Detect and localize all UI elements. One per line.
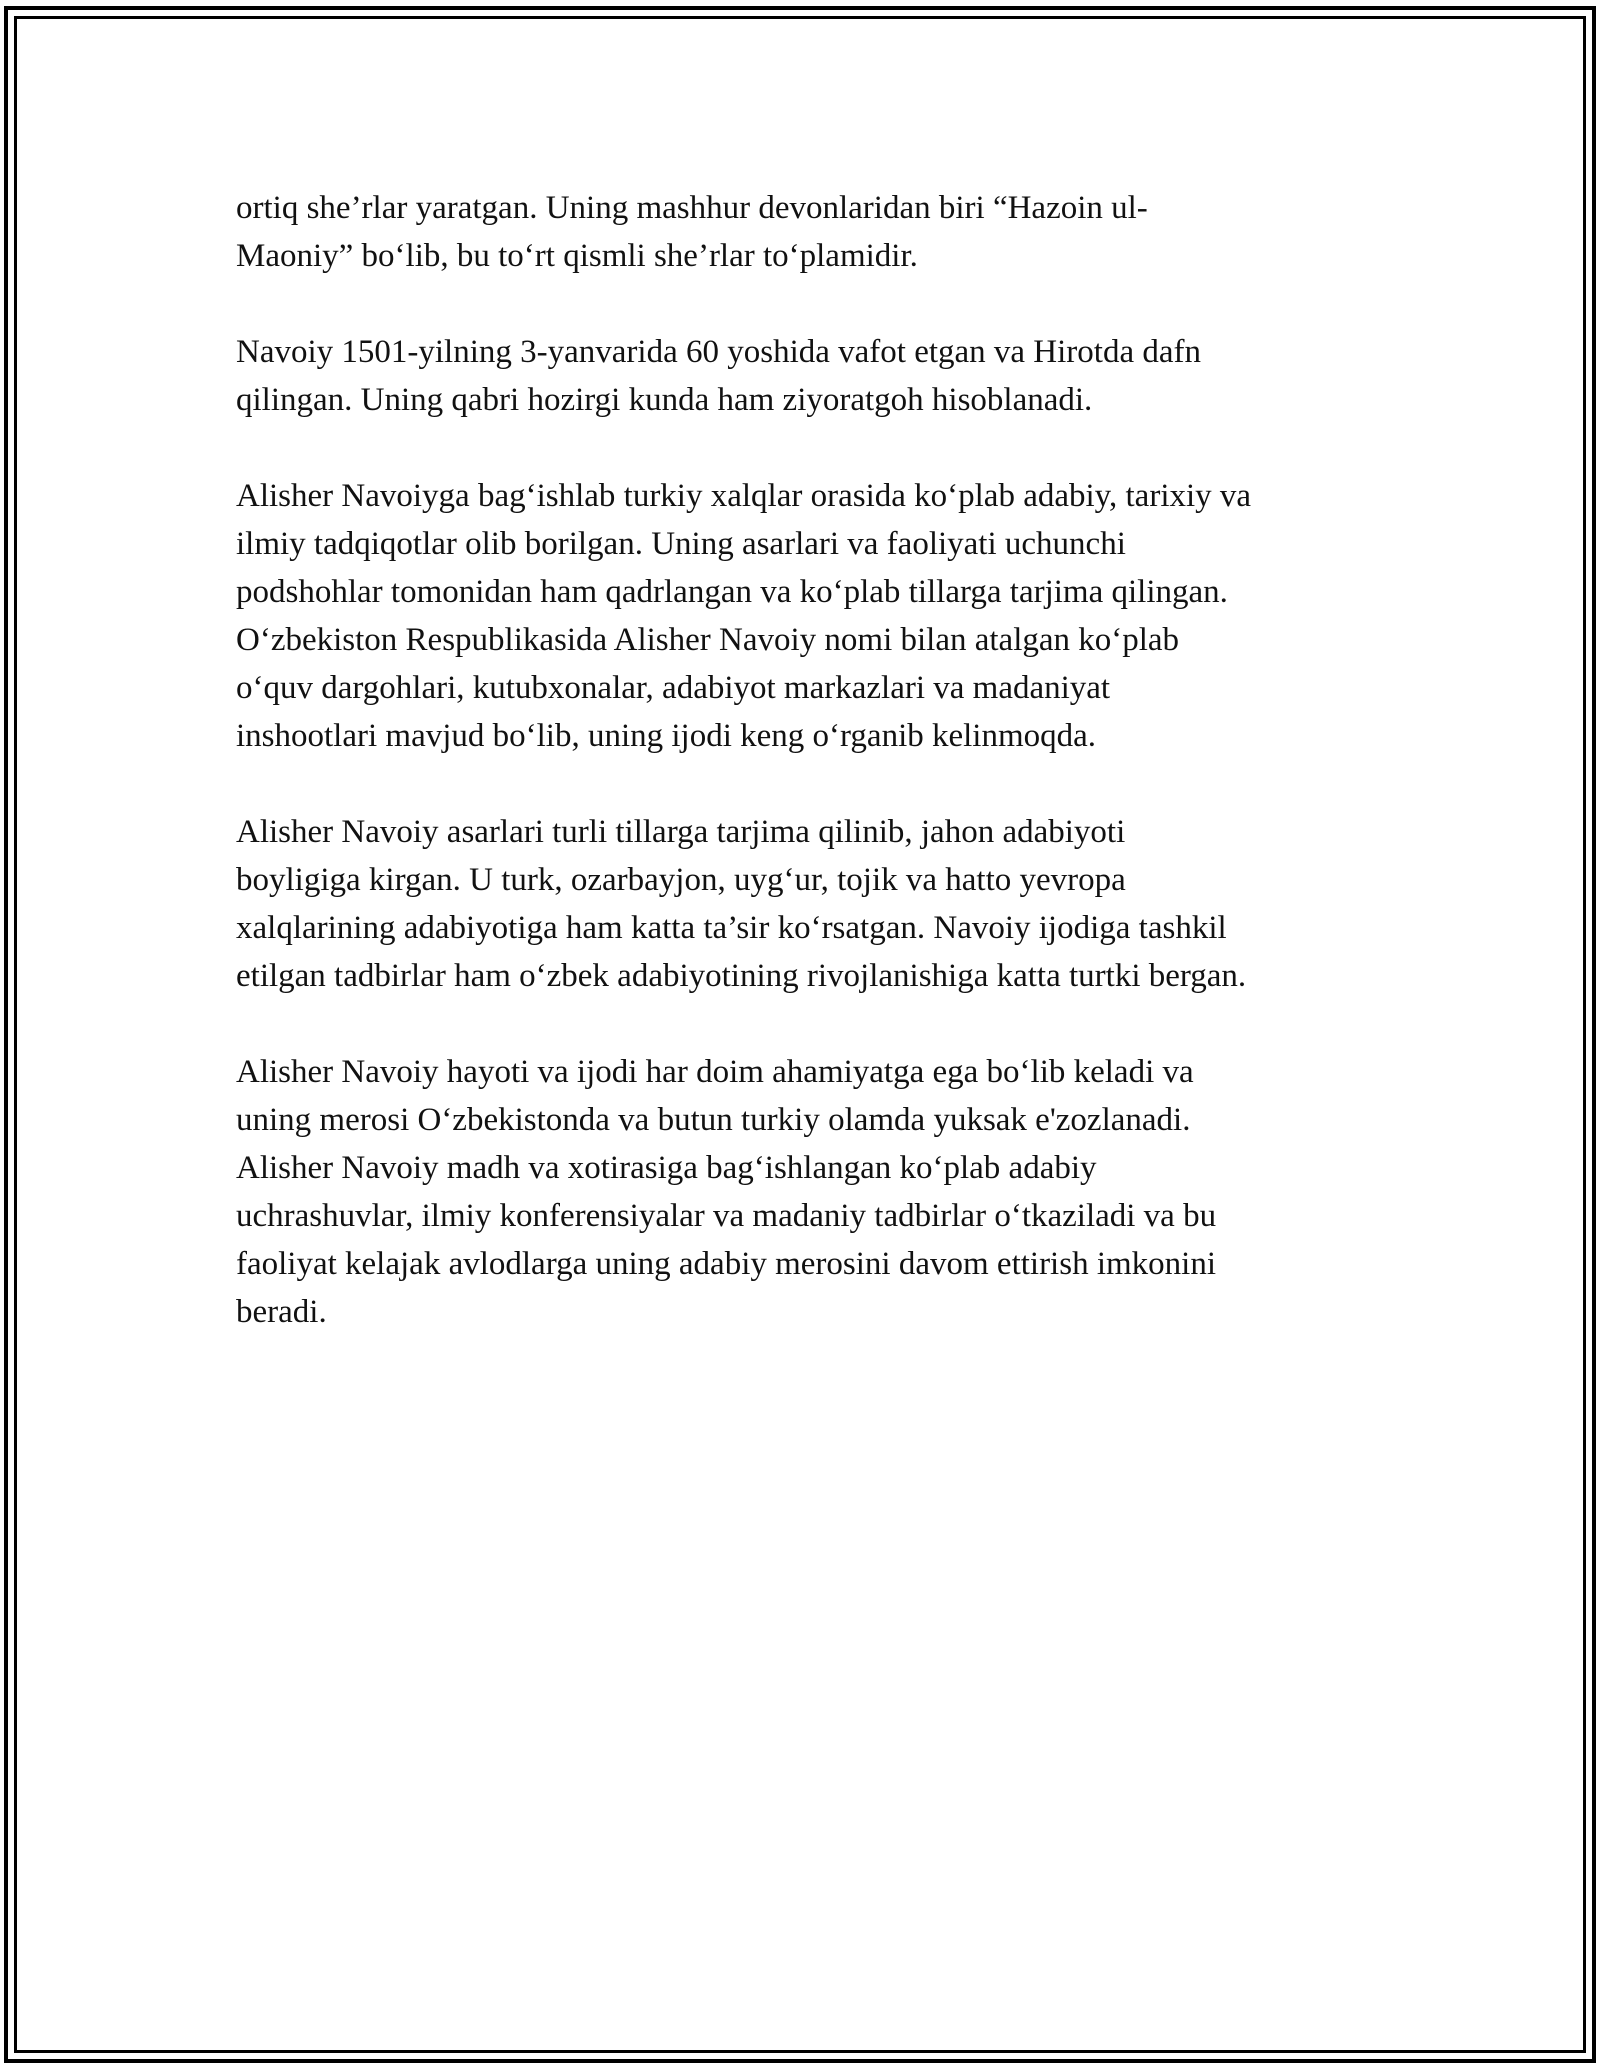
paragraph-death: Navoiy 1501-yilning 3-yanvarida 60 yoshida vafot etgan va Hirotda dafn qilingan. Uning qabri hozirgi kunda ham ziyoratgoh hisoblanadi. (236, 334, 1201, 418)
paragraph-translations-influence: Alisher Navoiy asarlari turli tillarga tarjima qilinib, jahon adabiyoti boyligiga kirgan. U turk, ozarbayjon, uyg‘ur, tojik va hatto yevropa xalqlarining adabiyotiga ham katta ta’sir ko‘rsatgan. Navoiy ijodiga tashkil etilgan tadbirlar ham o‘zbek adabiyotining rivojlanishiga katta turtki bergan. (236, 814, 1247, 994)
paragraph-heritage: Alisher Navoiy hayoti va ijodi har doim ahamiyatga ega bo‘lib keladi va uning merosi O‘zbekistonda va butun turkiy olamda yuksak e'zozlanadi. Alisher Navoiy madh va xotirasiga bag‘ishlangan ko‘plab adabiy uchrashuvlar, ilmiy konferensiyalar va madaniy tadbirlar o‘tkaziladi va bu faoliyat kelajak avlodlarga uning adabiy merosini davom ettirish imkonini beradi. (236, 1054, 1217, 1330)
document-body (236, 184, 1386, 1384)
paragraph-research-legacy: Alisher Navoiyga bag‘ishlab turkiy xalqlar orasida ko‘plab adabiy, tarixiy va ilmiy tadqiqotlar olib borilgan. Uning asarlari va faoliyati uchunchi podshohlar tomonidan ham qadrlangan va ko‘plab tillarga tarjima qilingan. O‘zbekiston Respublikasida Alisher Navoiy nomi bilan atalgan ko‘plab o‘quv dargohlari, kutubxonalar, adabiyot markazlari va madaniyat inshootlari mavjud bo‘lib, uning ijodi keng o‘rganib kelinmoqda. (236, 478, 1252, 754)
paragraph-divan-continuation: ortiq she’rlar yaratgan. Uning mashhur devonlaridan biri “Hazoin ul- Maoniy” bo‘lib, bu to‘rt qismli she’rlar to‘plamidir. (236, 190, 1148, 274)
